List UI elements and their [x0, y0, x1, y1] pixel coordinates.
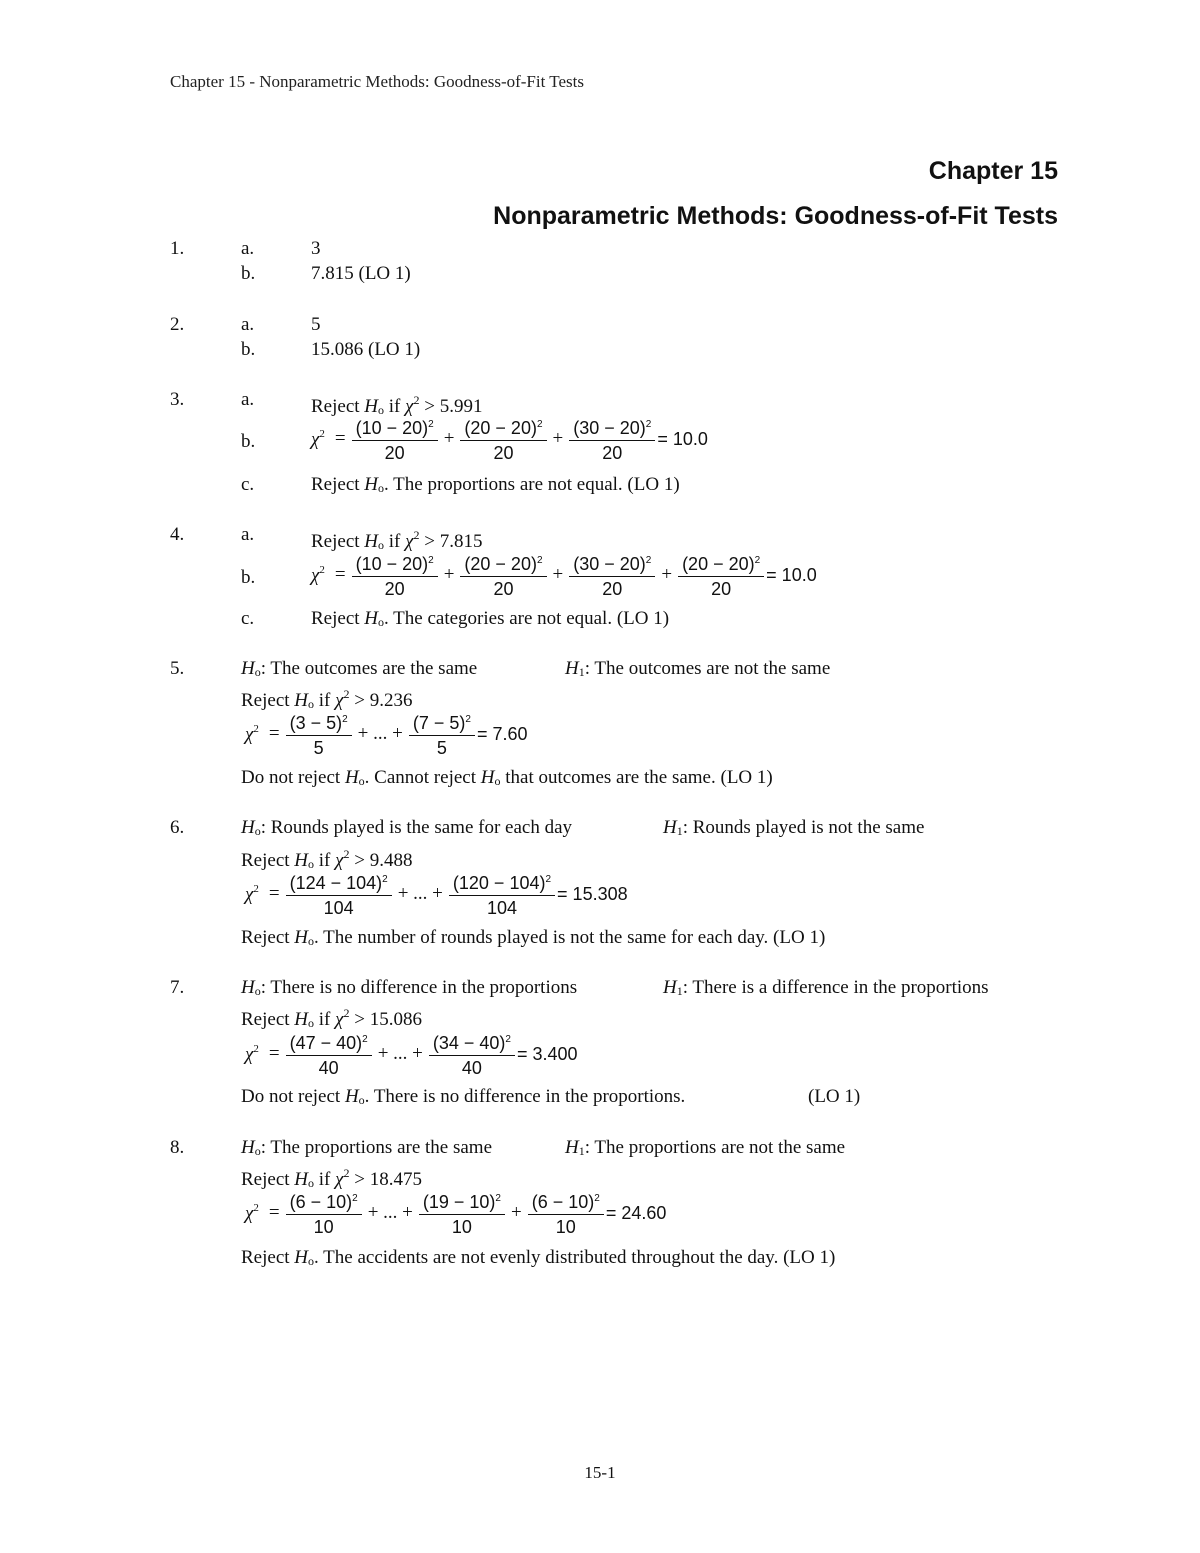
alternative-hypothesis: $H_1$: The proportions are not the same — [565, 1137, 846, 1158]
chi-square-equation: $\chi^2$ = $\frac{(47 - 40)^2}{40}$ + ... + $\frac{(34 - 40)^2}{40}$ = 3.400 — [245, 1029, 578, 1079]
problem-number: 8. — [170, 1137, 185, 1158]
fraction: $\frac{(10 - 20)^2}{20}$ — [352, 414, 438, 464]
equation-result: = 3.400 — [516, 1043, 578, 1064]
conclusion: Reject $H_o$. The number of rounds played is not the same for each day. (LO 1) — [241, 927, 826, 948]
fraction: $\frac{(20 - 20)^2}{20}$ — [678, 550, 764, 600]
part-label: a. — [241, 238, 255, 259]
alternative-hypothesis: $H_1$: Rounds played is not the same — [663, 817, 925, 838]
part-label: c. — [241, 474, 255, 495]
page-number: 15-1 — [584, 1463, 616, 1482]
chi-square-symbol: $\chi^2$ — [245, 1042, 259, 1065]
problem-number: 4. — [170, 524, 185, 545]
fraction: $\frac{(30 - 20)^2}{20}$ — [569, 414, 655, 464]
chi-square-equation: $\chi^2$ = $\frac{(124 - 104)^2}{104}$ + ... + $\frac{(120 - 104)^2}{104}$ = 15.308 — [245, 869, 628, 919]
chi-square-symbol: $\chi^2$ — [311, 427, 325, 450]
part-label: c. — [241, 608, 255, 629]
problem-number: 1. — [170, 238, 185, 259]
equation-result: = 10.0 — [657, 428, 708, 449]
null-hypothesis: $H_o$: Rounds played is the same for each day — [241, 817, 573, 838]
reject-rule: Reject $H_o$ if $\chi^2 > 7.815$ — [311, 528, 483, 552]
fraction: $\frac{(30 - 20)^2}{20}$ — [569, 550, 655, 600]
fraction: $\frac{(120 - 104)^2}{104}$ — [449, 869, 555, 919]
chi-square-equation: $\chi^2$ = $\frac{(3 - 5)^2}{5}$ + ... + $\frac{(7 - 5)^2}{5}$ = 7.60 — [245, 709, 528, 759]
part-label: a. — [241, 389, 255, 410]
learning-objective-tag: (LO 1) — [808, 1086, 861, 1107]
fraction: $\frac{(47 - 40)^2}{40}$ — [286, 1029, 372, 1079]
conclusion: Reject $H_o$. The categories are not equal. (LO 1) — [311, 608, 670, 629]
reject-rule: Reject $H_o$ if $\chi^2 > 15.086$ — [241, 1006, 422, 1030]
running-header: Chapter 15 - Nonparametric Methods: Goodness-of-Fit Tests — [170, 72, 584, 91]
part-label: a. — [241, 314, 255, 335]
fraction: $\frac{(19 - 10)^2}{10}$ — [419, 1188, 505, 1238]
chi-square-equation: $\chi^2$ = $\frac{(6 - 10)^2}{10}$ + ... + $\frac{(19 - 10)^2}{10}$ + $\frac{(6 - 10)^2}{10}$ = 24.60 — [245, 1188, 666, 1238]
chapter-subtitle: Nonparametric Methods: Goodness-of-Fit Tests — [493, 202, 1058, 230]
null-hypothesis: $H_o$: The proportions are the same — [241, 1137, 493, 1158]
fraction: $\frac{(20 - 20)^2}{20}$ — [460, 550, 546, 600]
problem-number: 2. — [170, 314, 185, 335]
chi-square-equation: $\chi^2$ = $\frac{(10 - 20)^2}{20}$ + $\frac{(20 - 20)^2}{20}$ + $\frac{(30 - 20)^2}{20}$ = 10.0 — [311, 414, 708, 464]
conclusion: Do not reject $H_o$. Cannot reject $H_o$ that outcomes are the same. (LO 1) — [241, 767, 773, 788]
reject-rule: Reject $H_o$ if $\chi^2 > 9.236$ — [241, 687, 413, 711]
problem-number: 5. — [170, 658, 185, 679]
fraction: $\frac{(6 - 10)^2}{10}$ — [528, 1188, 604, 1238]
part-label: b. — [241, 339, 256, 360]
part-label: b. — [241, 567, 256, 588]
fraction: $\frac{(6 - 10)^2}{10}$ — [286, 1188, 362, 1238]
chi-square-symbol: $\chi^2$ — [245, 882, 259, 905]
reject-rule: Reject $H_o$ if $\chi^2 > 18.475$ — [241, 1166, 422, 1190]
problem-number: 6. — [170, 817, 185, 838]
chapter-title: Chapter 15 — [928, 157, 1058, 185]
conclusion: Do not reject $H_o$. There is no difference in the proportions. — [241, 1086, 686, 1107]
part-answer: 5 — [311, 314, 321, 335]
reject-rule: Reject $H_o$ if $\chi^2 > 9.488$ — [241, 847, 413, 871]
equation-result: = 10.0 — [766, 564, 817, 585]
part-label: b. — [241, 263, 256, 284]
problem-number: 3. — [170, 389, 185, 410]
equation-result: = 7.60 — [476, 723, 528, 744]
fraction: $\frac{(124 - 104)^2}{104}$ — [286, 869, 392, 919]
conclusion: Reject $H_o$. The proportions are not equal. (LO 1) — [311, 474, 680, 495]
equation-result: = 15.308 — [557, 883, 628, 904]
conclusion: Reject $H_o$. The accidents are not evenly distributed throughout the day. (LO 1) — [241, 1247, 836, 1268]
fraction: $\frac{(7 - 5)^2}{5}$ — [409, 709, 475, 759]
part-answer: 7.815 (LO 1) — [311, 263, 411, 284]
fraction: $\frac{(3 - 5)^2}{5}$ — [286, 709, 352, 759]
problem-number: 7. — [170, 977, 185, 998]
chi-square-symbol: $\chi^2$ — [311, 563, 325, 586]
part-label: a. — [241, 524, 255, 545]
null-hypothesis: $H_o$: There is no difference in the proportions — [241, 977, 578, 998]
fraction: $\frac{(34 - 40)^2}{40}$ — [429, 1029, 515, 1079]
part-label: b. — [241, 431, 256, 452]
reject-rule: Reject $H_o$ if $\chi^2 > 5.991$ — [311, 393, 483, 417]
alternative-hypothesis: $H_1$: There is a difference in the proportions — [663, 977, 989, 998]
fraction: $\frac{(20 - 20)^2}{20}$ — [460, 414, 546, 464]
fraction: $\frac{(10 - 20)^2}{20}$ — [352, 550, 438, 600]
part-answer: 3 — [311, 238, 321, 259]
chi-square-equation: $\chi^2$ = $\frac{(10 - 20)^2}{20}$ + $\frac{(20 - 20)^2}{20}$ + $\frac{(30 - 20)^2}{20}$ + $\frac{(20 - 20)^2}{20}$ = 10.0 — [311, 550, 817, 600]
alternative-hypothesis: $H_1$: The outcomes are not the same — [565, 658, 831, 679]
chi-square-symbol: $\chi^2$ — [245, 722, 259, 745]
chi-square-symbol: $\chi^2$ — [245, 1201, 259, 1224]
null-hypothesis: $H_o$: The outcomes are the same — [241, 658, 478, 679]
part-answer: 15.086 (LO 1) — [311, 339, 421, 360]
equation-result: = 24.60 — [605, 1202, 667, 1223]
